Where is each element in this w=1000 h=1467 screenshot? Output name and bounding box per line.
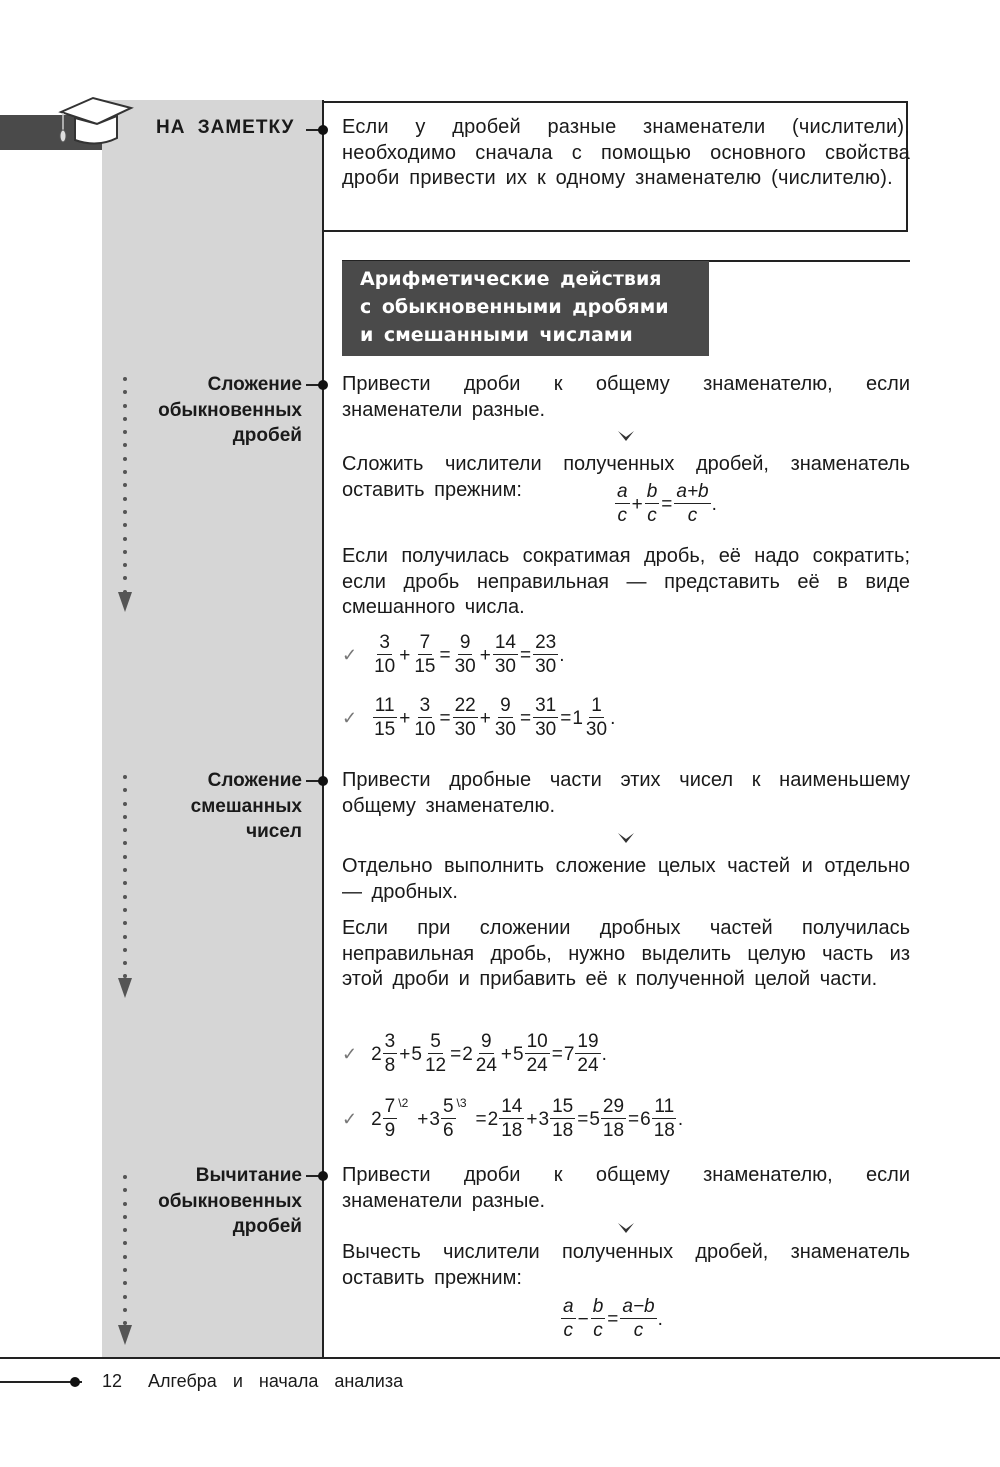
bullet-dot: [318, 380, 328, 390]
bullet-dot: [318, 776, 328, 786]
page-number: 12: [102, 1371, 123, 1391]
section-title-line: с обыкновенными дробями: [360, 296, 669, 318]
dotted-flow-line: [123, 377, 127, 603]
step-text: Вычесть числители полученных дробей, знаменатель оставить прежним:: [342, 1241, 910, 1289]
formula-addition: $\frac{a}{c}$ + $\frac{b}{c}$ = $\frac{a+b}{c}$ .: [617, 481, 717, 526]
dotted-flow-line: [123, 1175, 127, 1335]
chevron-down-icon: [618, 1223, 634, 1233]
step-text: Отдельно выполнить сложение целых частей и отдельно — дробных.: [342, 855, 910, 903]
note-label: НА ЗАМЕТКУ: [156, 117, 295, 138]
section-title: [342, 261, 709, 356]
block-label-subtraction-fractions: Вычитание обыкновенных дробей: [158, 1165, 302, 1237]
step-text: Привести дробные части этих чисел к наименьшему общему знаменателю.: [342, 769, 910, 817]
check-icon: ✓: [342, 708, 358, 728]
arrow-down-icon: [118, 1325, 132, 1345]
example-row: ✓ 2 $\frac{3}{8}$ + 5 $\frac{5}{12}$ = 2 $\frac{9}{24}$ + 5 $\frac{10}{24}$ = 7 $\frac{19}{24}$ .: [342, 1031, 607, 1076]
book-title: Алгебра и начала анализа: [148, 1371, 404, 1391]
example-row: ✓ $\frac{3}{10}$ + $\frac{7}{15}$ = $\frac{9}{30}$ + $\frac{14}{30}$ = $\frac{23}{30}$ .: [342, 632, 565, 677]
note-text: Если у дробей разные знаменатели (числители), необходимо сначала с помощью основного свойства дроби привести их к одному знаменателю (числителю).: [342, 116, 910, 189]
block-label-addition-mixed: Сложение смешанных чисел: [190, 770, 302, 842]
dotted-flow-line: [123, 775, 127, 988]
step-text: Привести дроби к общему знаменателю, если знаменатели разные.: [342, 373, 910, 421]
step-text: Сложить числители полученных дробей, знаменатель оставить прежним:: [342, 453, 910, 501]
chevron-down-icon: [618, 833, 634, 843]
step-text: Привести дроби к общему знаменателю, если знаменатели разные.: [342, 1164, 910, 1212]
step-text: Если при сложении дробных частей получилась неправильная дробь, нужно выделить целую часть из этой дроби и прибавить её к полученной целой части.: [342, 917, 910, 990]
section-title-line: и смешанными числами: [360, 324, 633, 346]
block-label-addition-fractions: Сложение обыкновенных дробей: [158, 374, 302, 446]
column-divider: [322, 100, 324, 1358]
arrow-down-icon: [118, 978, 132, 998]
formula-subtraction: $\frac{a}{c}$ − $\frac{b}{c}$ = $\frac{a-b}{c}$ .: [563, 1296, 663, 1341]
footer-dot: [70, 1377, 80, 1387]
example-row: ✓ 2 $\frac{7}{9}$ \2 + 3 $\frac{5}{6}$ \3 = 2 $\frac{14}{18}$ + 3 $\frac{15}{18}$ = 5 $\frac{29}{18}$ = 6 $\frac{11}{18}$ .: [342, 1096, 684, 1141]
arrow-down-icon: [118, 592, 132, 612]
section-title-line: Арифметические действия: [360, 268, 662, 290]
check-icon: ✓: [342, 1109, 358, 1129]
step-text: Если получилась сократимая дробь, её надо сократить; если дробь неправильная — представить её в виде смешанного числа.: [342, 545, 910, 618]
chevron-down-icon: [618, 431, 634, 441]
bottom-rule: [0, 1357, 1000, 1359]
check-icon: ✓: [342, 645, 358, 665]
graduation-cap-icon: [55, 96, 135, 155]
check-icon: ✓: [342, 1044, 358, 1064]
bullet-dot: [318, 1171, 328, 1181]
example-row: ✓ $\frac{11}{15}$ + $\frac{3}{10}$ = $\frac{22}{30}$ + $\frac{9}{30}$ = $\frac{31}{30}$ = 1 $\frac{1}{30}$ .: [342, 695, 616, 740]
